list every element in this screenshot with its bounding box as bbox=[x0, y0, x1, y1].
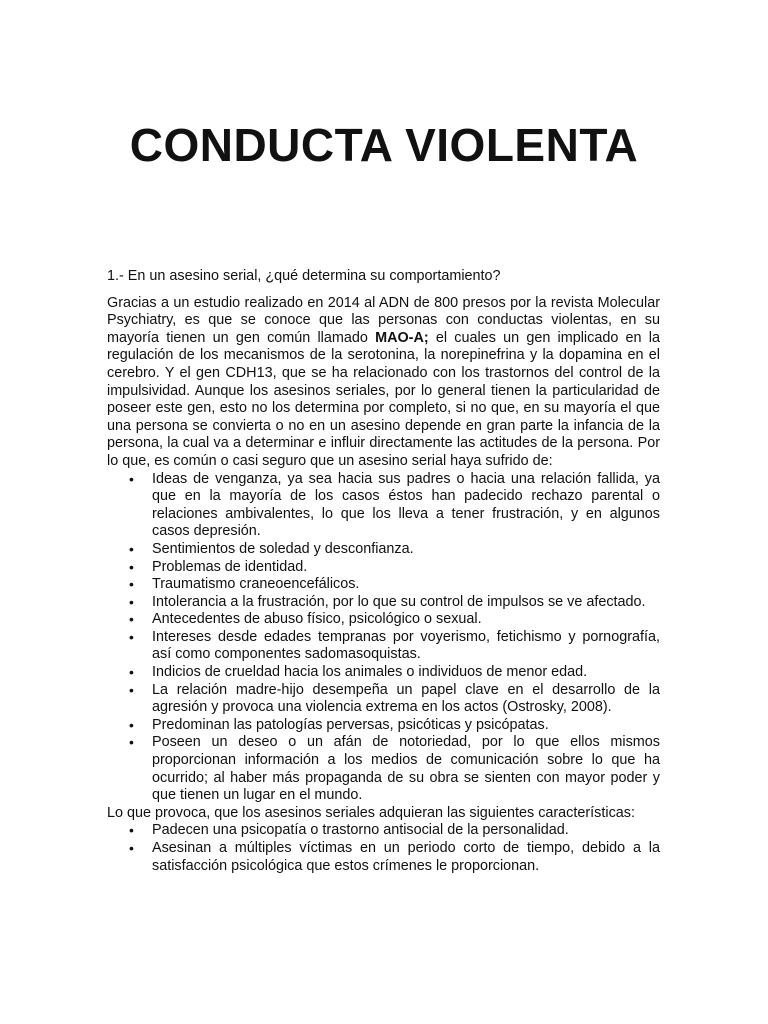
risk-factors-list bbox=[107, 471, 660, 805]
list-item: • La relación madre-hijo desempeña un papel clave en el desarrollo de la agresión y provoca una violencia extrema en los actos (Ostrosky, 2008). bbox=[152, 682, 660, 717]
list-item: • Indicios de crueldad hacia los animales o individuos de menor edad. bbox=[152, 664, 660, 682]
list-item: • Padecen una psicopatía o trastorno antisocial de la personalidad. bbox=[152, 822, 660, 840]
characteristics-list bbox=[107, 822, 660, 875]
list-item: • Poseen un deseo o un afán de notoriedad, por lo que ellos mismos proporcionan información a los medios de comunicación sobre lo que ha ocurrido; al haber más propaganda de su obra se sienten con mayor poder y que tienen un lugar en el mundo. bbox=[152, 734, 660, 804]
list-item: • Intolerancia a la frustración, por lo que su control de impulsos se ve afectado. bbox=[152, 594, 660, 612]
gene-name-bold: MAO-A; bbox=[375, 329, 429, 346]
characteristics-intro: Lo que provoca, que los asesinos seriales adquieran las siguientes características: bbox=[107, 804, 635, 821]
list-item: • Problemas de identidad. bbox=[152, 559, 660, 577]
question-heading: 1.- En un asesino serial, ¿qué determina su comportamiento? bbox=[107, 268, 501, 284]
document-body bbox=[107, 268, 660, 875]
list-item: • Predominan las patologías perversas, psicóticas y psicópatas. bbox=[152, 717, 660, 735]
list-item: • Asesinan a múltiples víctimas en un periodo corto de tiempo, debido a la satisfacción psicológica que estos crímenes le proporcionan. bbox=[152, 840, 660, 875]
intro-paragraph bbox=[107, 295, 660, 471]
document-title: CONDUCTA VIOLENTA bbox=[129, 119, 639, 171]
list-item: • Intereses desde edades tempranas por voyerismo, fetichismo y pornografía, así como componentes sadomasoquistas. bbox=[152, 629, 660, 664]
paragraph-text-start: Gracias a un estudio realizado en 2014 al ADN de 800 presos por la revista Molecular Psychiatry, es que se conoce que las personas con conductas violentas, en su mayoría tienen un gen común llamado bbox=[107, 294, 660, 346]
list-item: • Antecedentes de abuso físico, psicológico o sexual. bbox=[152, 611, 660, 629]
list-item: • Ideas de venganza, ya sea hacia sus padres o hacia una relación fallida, ya que en la mayoría de los casos éstos han padecido rechazo parental o relaciones ambivalentes, lo que los lleva a tener frustración, y en algunos casos depresión. bbox=[152, 471, 660, 541]
list-item: • Sentimientos de soledad y desconfianza. bbox=[152, 541, 660, 559]
paragraph-text-end: el cuales un gen implicado en la regulación de los mecanismos de la serotonina, la norepinefrina y la dopamina en el cerebro. Y el gen CDH13, que se ha relacionado con los trastornos del control de la impulsividad. Aunque los asesinos seriales, por lo general tienen la particularidad de poseer este gen, esto no los determina por completo, si no que, en su mayoría el que una persona se convierta o no en un asesino depende en gran parte la infancia de la persona, la cual va a determinar e influir directamente las actitudes de la persona. Por lo que, es común o casi seguro que un asesino serial haya sufrido de: bbox=[107, 329, 660, 469]
list-item: • Traumatismo craneoencefálicos. bbox=[152, 576, 660, 594]
